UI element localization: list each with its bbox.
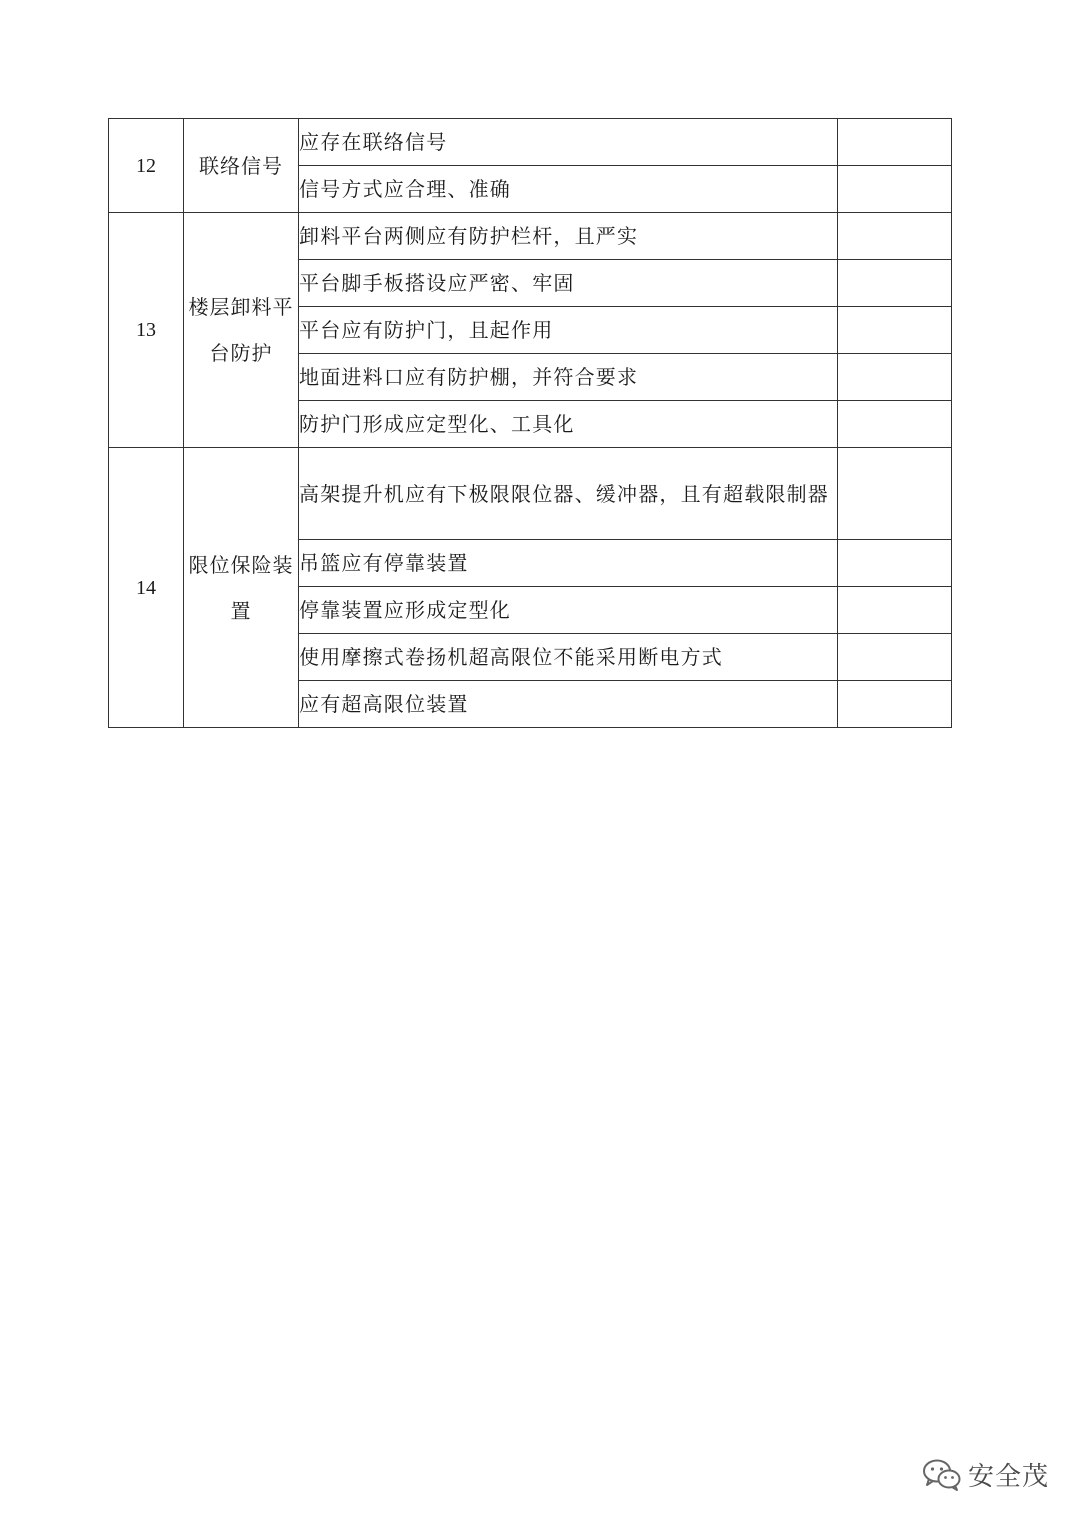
row-number: 13 <box>109 213 184 448</box>
result-cell <box>838 307 952 354</box>
row-number: 14 <box>109 448 184 728</box>
result-cell <box>838 587 952 634</box>
row-number: 12 <box>109 119 184 213</box>
table-row <box>109 119 952 166</box>
row-category: 楼层卸料平台防护 <box>184 213 299 448</box>
check-item: 停靠装置应形成定型化 <box>299 587 838 634</box>
result-cell <box>838 681 952 728</box>
check-item: 应有超高限位装置 <box>299 681 838 728</box>
table-row <box>109 213 952 260</box>
result-cell <box>838 448 952 540</box>
wechat-icon <box>922 1458 962 1492</box>
result-cell <box>838 166 952 213</box>
row-category: 限位保险装置 <box>184 448 299 728</box>
result-cell <box>838 213 952 260</box>
check-item: 高架提升机应有下极限限位器、缓冲器，且有超载限制器 <box>299 448 838 540</box>
check-item: 吊篮应有停靠装置 <box>299 540 838 587</box>
check-item: 平台脚手板搭设应严密、牢固 <box>299 260 838 307</box>
watermark <box>922 1456 1049 1493</box>
check-item: 使用摩擦式卷扬机超高限位不能采用断电方式 <box>299 634 838 681</box>
check-item: 应存在联络信号 <box>299 119 838 166</box>
result-cell <box>838 119 952 166</box>
result-cell <box>838 540 952 587</box>
result-cell <box>838 260 952 307</box>
result-cell <box>838 634 952 681</box>
check-item: 地面进料口应有防护棚，并符合要求 <box>299 354 838 401</box>
inspection-table <box>108 118 952 728</box>
result-cell <box>838 354 952 401</box>
check-item: 防护门形成应定型化、工具化 <box>299 401 838 448</box>
watermark-text: 安全茂 <box>968 1462 1050 1492</box>
table-row <box>109 448 952 540</box>
check-item: 信号方式应合理、准确 <box>299 166 838 213</box>
result-cell <box>838 401 952 448</box>
check-item: 平台应有防护门，且起作用 <box>299 307 838 354</box>
row-category: 联络信号 <box>184 119 299 213</box>
check-item: 卸料平台两侧应有防护栏杆，且严实 <box>299 213 838 260</box>
